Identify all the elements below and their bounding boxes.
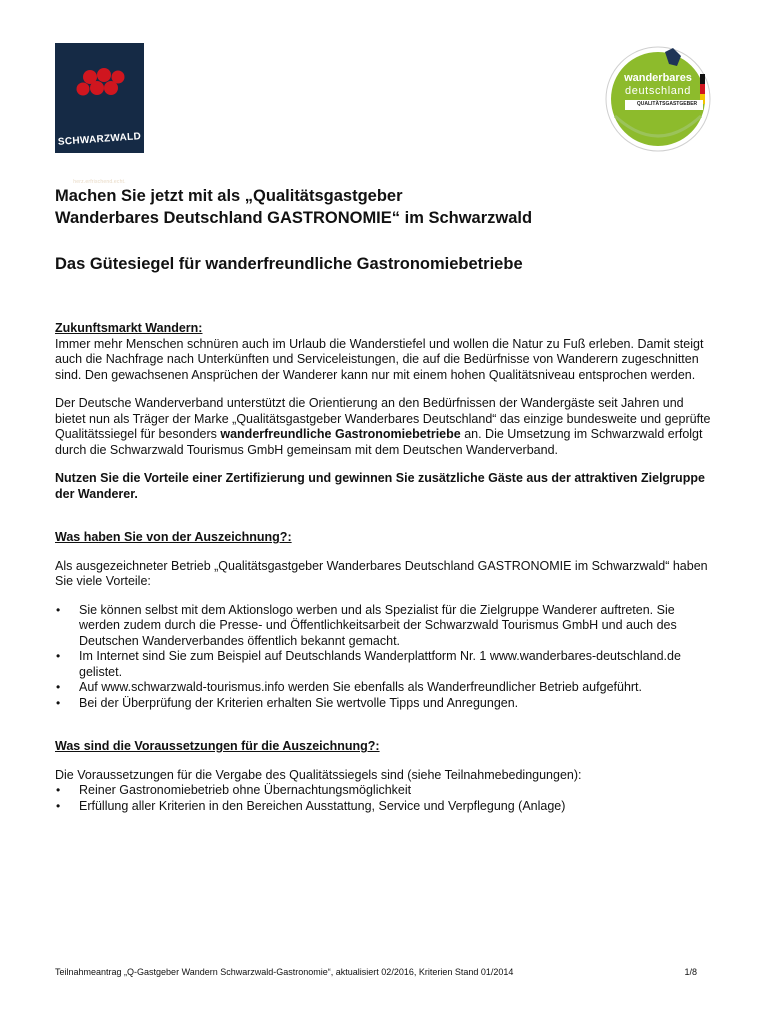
- paragraph-zukunftsmarkt: Immer mehr Menschen schnüren auch im Urlaub die Wanderstiefel und wollen die Natur zu Fuß erleben. Damit steigt auch die Nachfrage nach Unterkünften und Serviceleistungen, die auf die Bedürfnisse von Wanderern zugeschnitten sind. Den gewachsenen Ansprüchen der Wanderer kann nur mit einem hohen Qualitätsniveau entsprochen werden.: [55, 336, 704, 382]
- voraussetzungen-list: [55, 783, 715, 814]
- schwarzwald-logo: [55, 43, 144, 185]
- page-title: [55, 185, 715, 229]
- paragraph-wanderverband: Der Deutsche Wanderverband unterstützt die Orientierung an den Bedürfnissen der Wandergäste seit Jahren und bietet nun als Träger der Marke „Qualitätsgastgeber Wanderbares Deutschland“ das einzige bundesweite und geprüfte Qualitätssiegel für besonders wanderfreundliche Gastronomiebetriebe an. Die Umsetzung im Schwarzwald erfolgt durch die Schwarzwald Tourismus GmbH gemeinsam mit dem Deutschen Wanderverband.: [55, 396, 711, 457]
- red-dots-graphic: [55, 43, 144, 113]
- seal-text-deutschland: deutschland: [625, 85, 691, 97]
- list-item: • Im Internet sind Sie zum Beispiel auf Deutschlands Wanderplattform Nr. 1 www.wanderbares-deutschland.de gelistet.: [55, 649, 715, 680]
- seal-text-qualitaetsgastgeber: QUALITÄTSGASTGEBER: [636, 101, 698, 107]
- schwarzwald-claim: herz.erfrischend.echt.: [73, 179, 126, 185]
- paragraph-voraussetzungen-intro: Die Voraussetzungen für die Vergabe des Qualitätssiegels sind (siehe Teilnahmebedingungen):: [55, 767, 582, 782]
- paragraph-vorteile-intro: Als ausgezeichneter Betrieb „Qualitätsgastgeber Wanderbares Deutschland GASTRONOMIE im Schwarzwald“ haben Sie viele Vorteile:: [55, 558, 708, 588]
- document-body: [55, 185, 715, 814]
- page-footer: [55, 967, 697, 977]
- list-item: • Bei der Überprüfung der Kriterien erhalten Sie wertvolle Tipps und Anregungen.: [55, 696, 715, 712]
- seal-badge-graphic: [603, 44, 713, 154]
- section-heading-zukunftsmarkt: Zukunftsmarkt Wandern:: [55, 321, 203, 335]
- bold-phrase: wanderfreundliche Gastronomiebetriebe: [220, 427, 461, 441]
- title-line-2: Wanderbares Deutschland GASTRONOMIE“ im Schwarzwald: [55, 209, 533, 227]
- schwarzwald-wordmark: SCHWARZWALD: [57, 131, 142, 148]
- wanderbares-deutschland-seal: [603, 44, 713, 154]
- footer-text: Teilnahmeantrag „Q-Gastgeber Wandern Schwarzwald-Gastronomie“, aktualisiert 02/2016, Kriterien Stand 01/2014: [55, 967, 514, 977]
- title-line-1: Machen Sie jetzt mit als „Qualitätsgastgeber: [55, 187, 403, 205]
- seal-text-wanderbares: wanderbares: [624, 72, 692, 84]
- paragraph-call-to-action: Nutzen Sie die Vorteile einer Zertifizierung und gewinnen Sie zusätzliche Gäste aus der attraktiven Zielgruppe der Wanderer.: [55, 471, 705, 501]
- list-item: • Erfüllung aller Kriterien in den Bereichen Ausstattung, Service und Verpflegung (Anlage): [55, 799, 715, 815]
- list-item: • Auf www.schwarzwald-tourismus.info werden Sie ebenfalls als Wanderfreundlicher Betrieb aufgeführt.: [55, 680, 715, 696]
- section-heading-voraussetzungen: Was sind die Voraussetzungen für die Auszeichnung?:: [55, 739, 380, 753]
- page-number: 1/8: [684, 967, 697, 977]
- list-item: • Sie können selbst mit dem Aktionslogo werben und als Spezialist für die Zielgruppe Wanderer auftreten. Sie werden zudem durch die Presse- und Öffentlichkeitsarbeit der Schwarzwald Tourismus GmbH und auch des Deutschen Wanderverbandes öffentlich bekannt gemacht.: [55, 603, 715, 650]
- page-subtitle: Das Gütesiegel für wanderfreundliche Gastronomiebetriebe: [55, 255, 523, 273]
- list-item: • Reiner Gastronomiebetrieb ohne Übernachtungsmöglichkeit: [55, 783, 715, 799]
- section-heading-vorteile: Was haben Sie von der Auszeichnung?:: [55, 530, 292, 544]
- vorteile-list: [55, 603, 715, 712]
